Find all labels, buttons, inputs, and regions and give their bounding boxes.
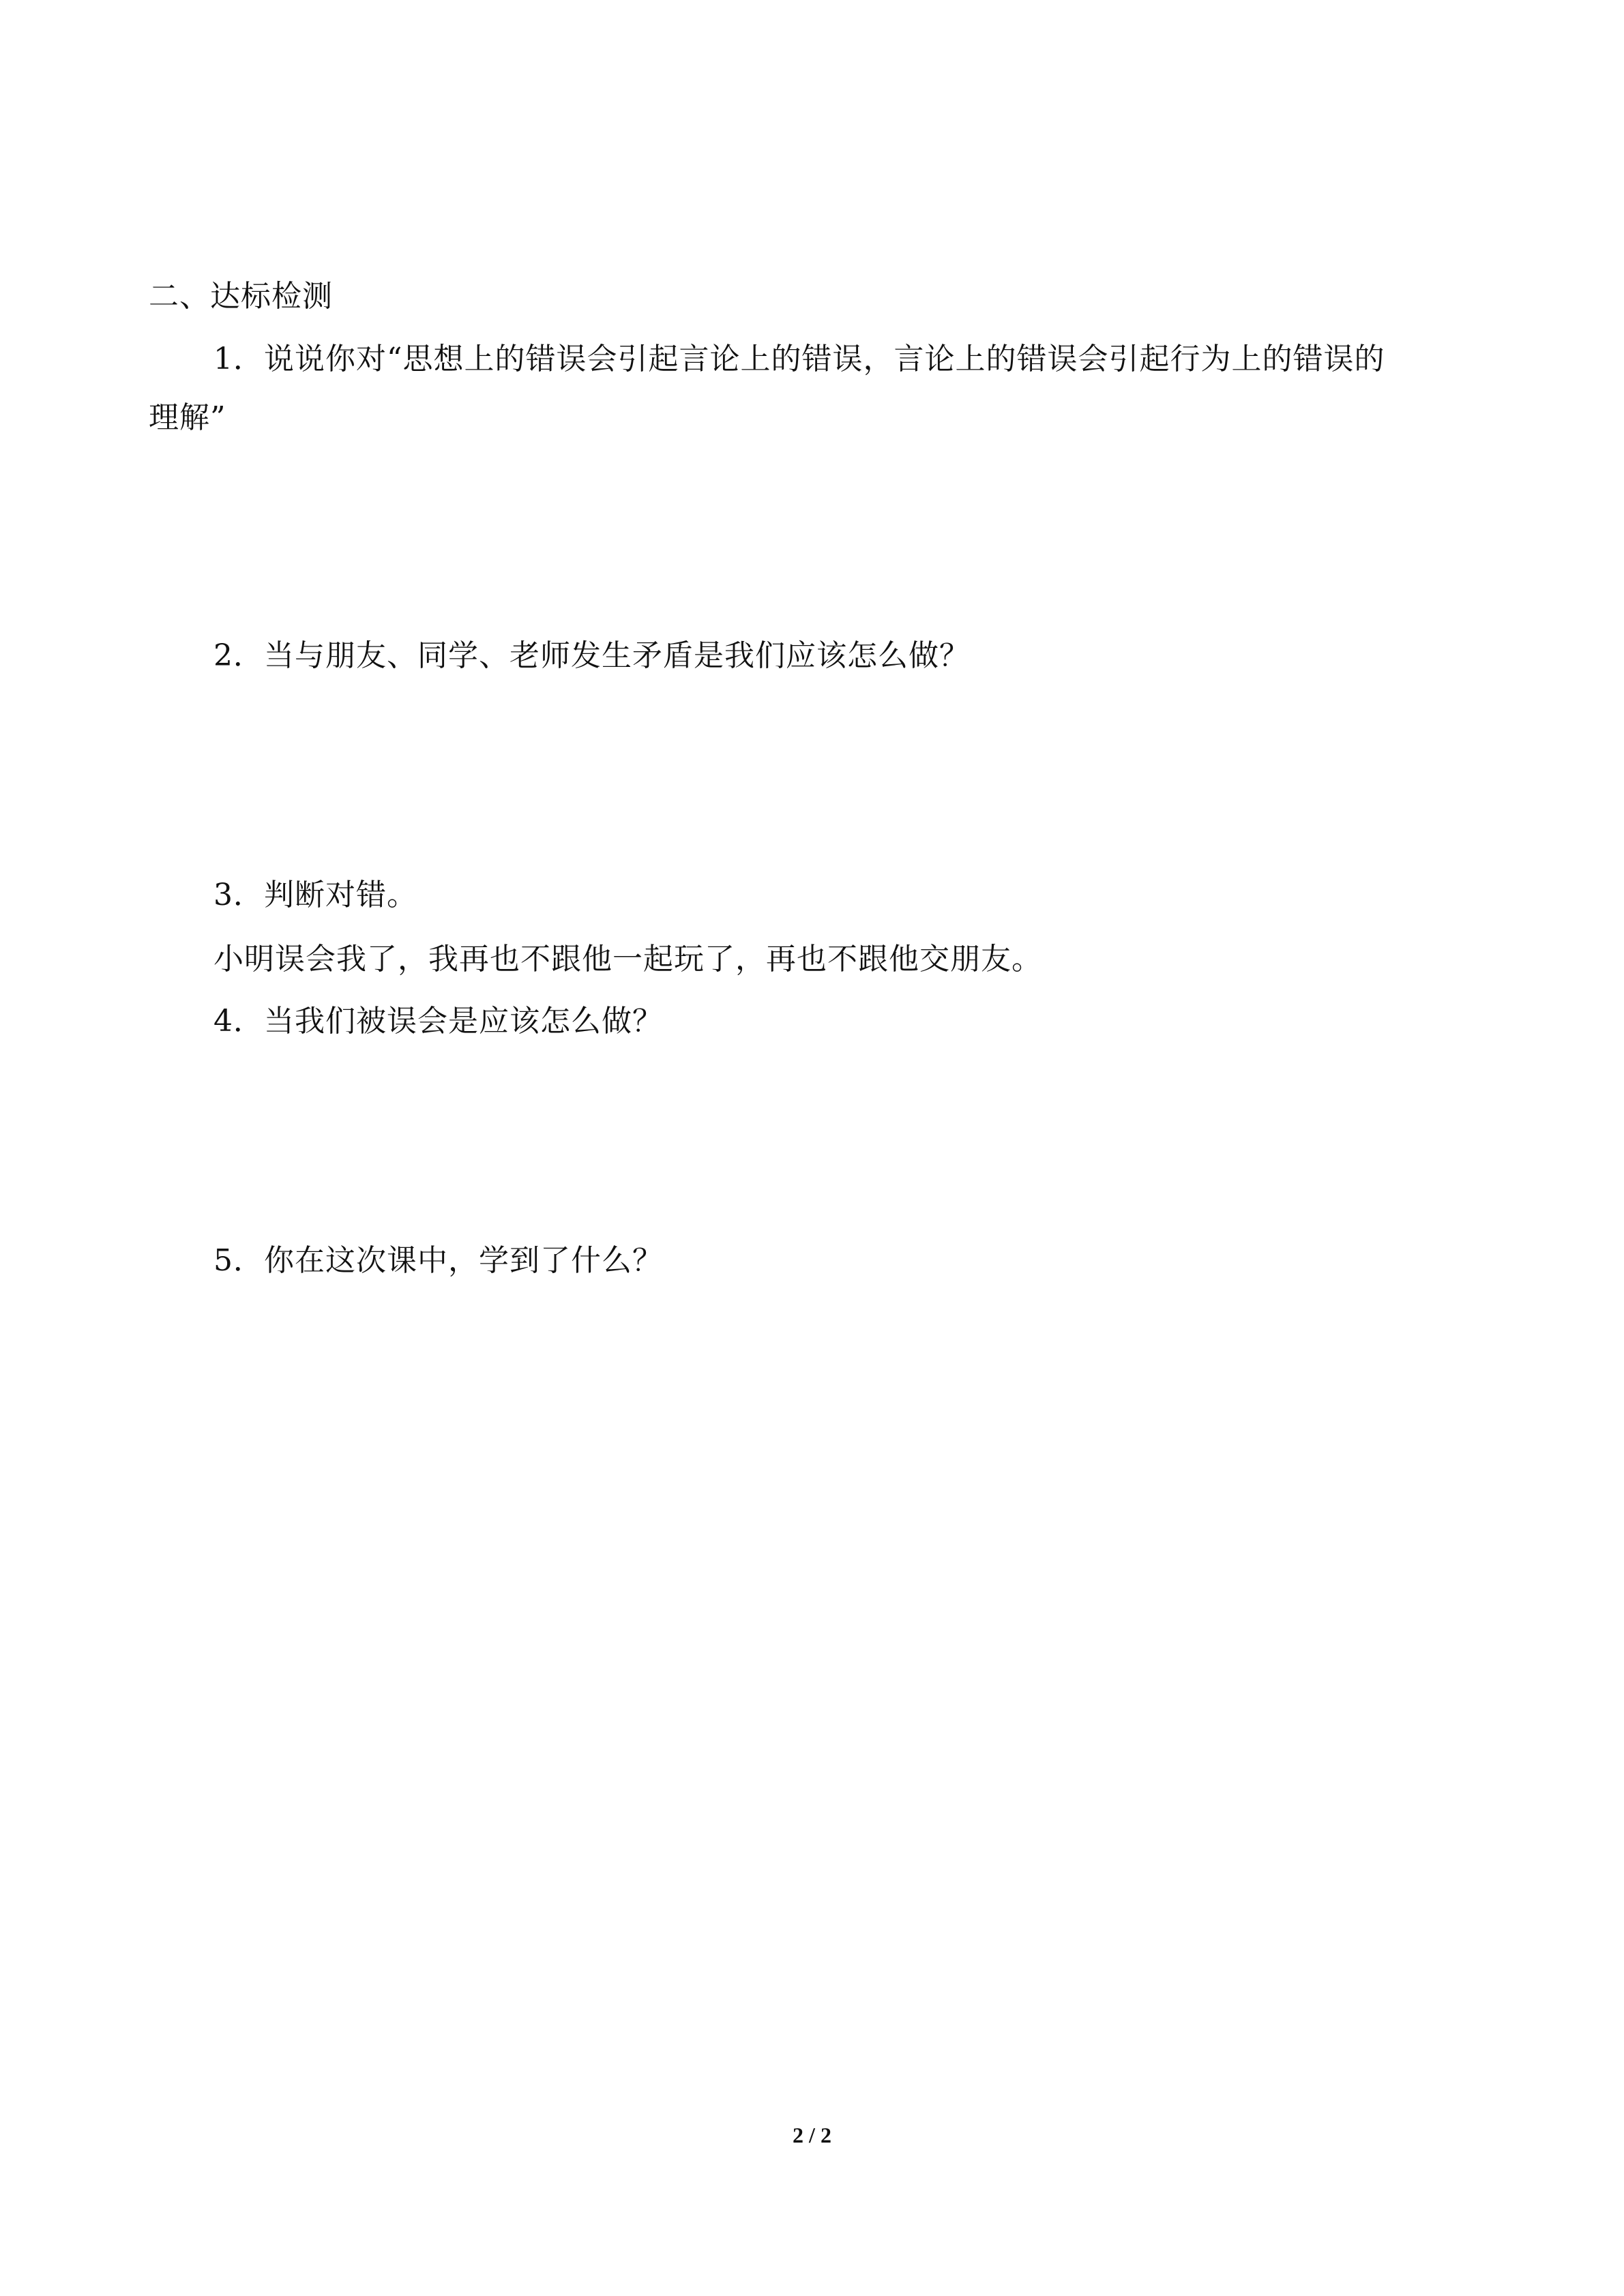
question-2: 2．当与朋友、同学、老师发生矛盾是我们应该怎么做？ [213, 638, 970, 673]
question-1-continuation: 理解” [149, 400, 226, 435]
question-5: 5．你在这次课中，学到了什么？ [213, 1243, 663, 1278]
section-heading: 二、达标检测 [149, 279, 333, 314]
question-3-statement: 小明误会我了，我再也不跟他一起玩了，再也不跟他交朋友。 [213, 942, 1042, 976]
question-1: 1．说说你对“思想上的错误会引起言论上的错误，言论上的错误会引起行为上的错误的 [213, 342, 1385, 376]
page-number: 2 / 2 [793, 2123, 831, 2147]
question-3: 3．判断对错。 [213, 878, 417, 912]
question-4: 4．当我们被误会是应该怎么做？ [213, 1004, 663, 1039]
